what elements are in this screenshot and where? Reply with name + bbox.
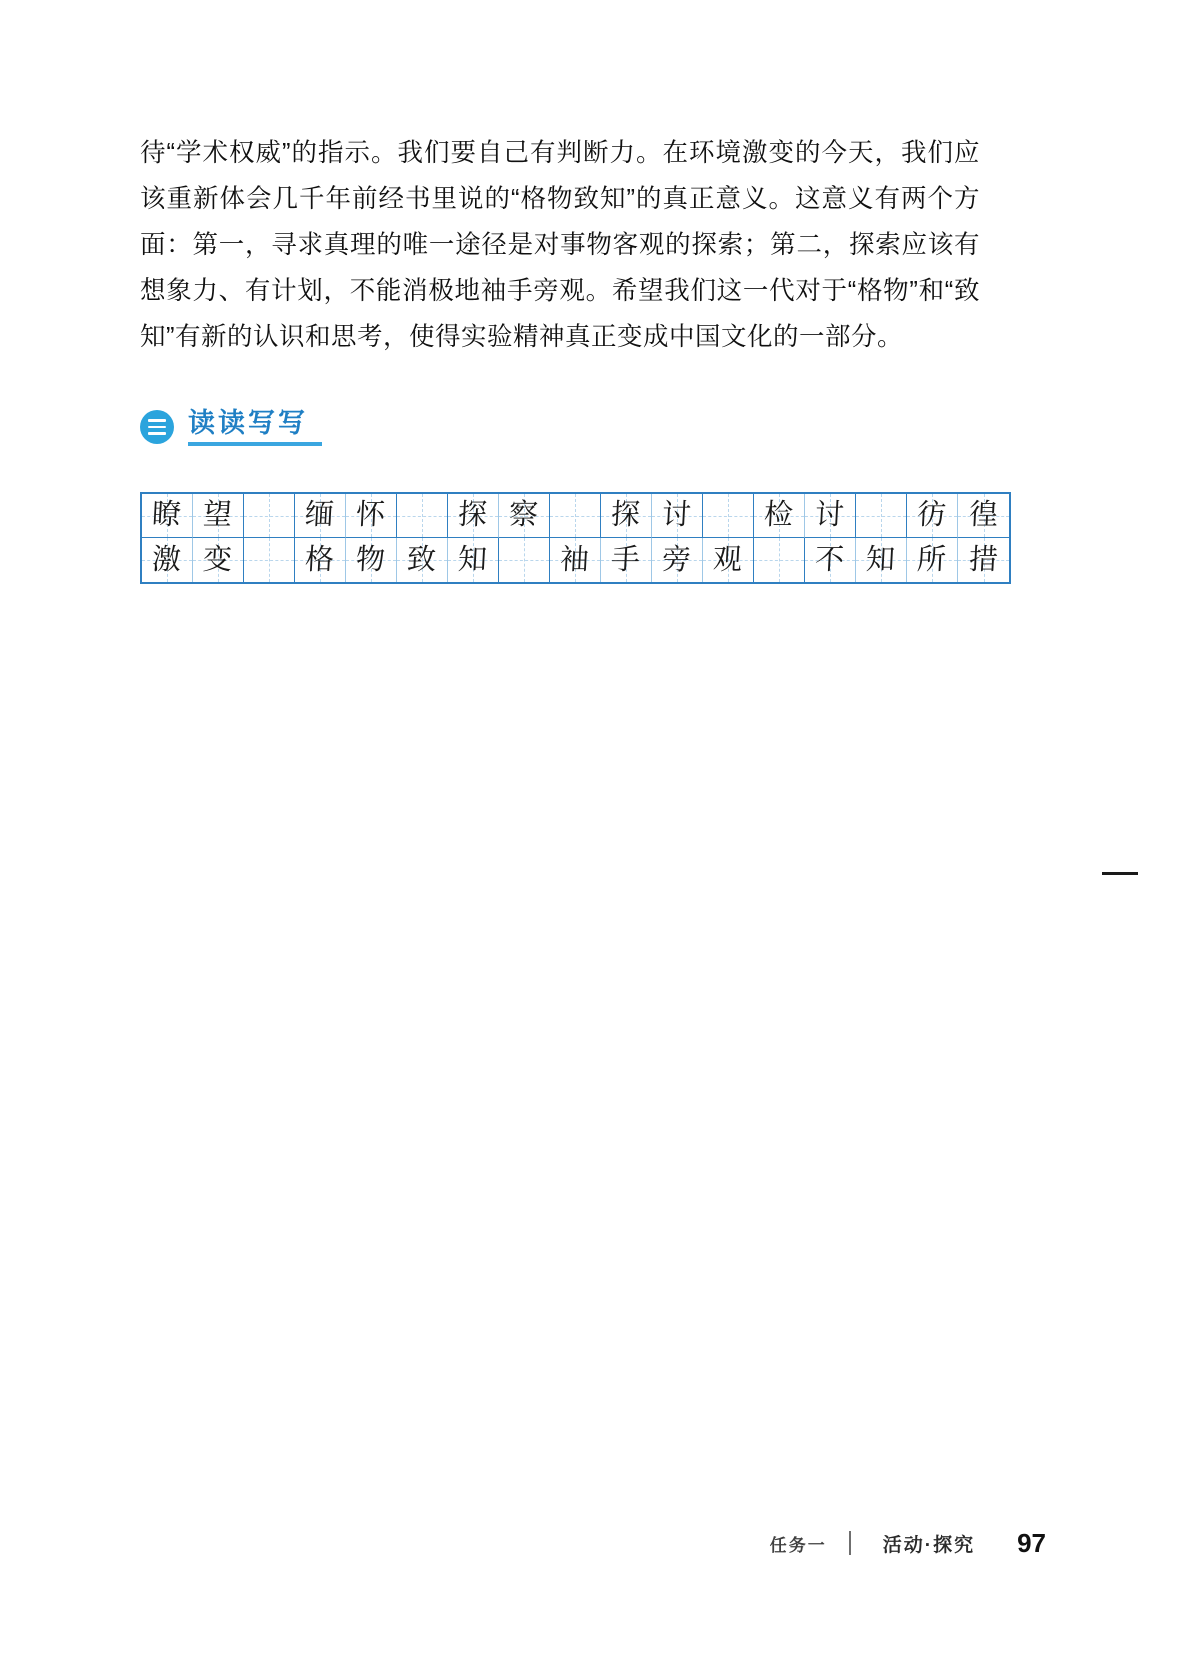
grid-char: 探 — [457, 499, 489, 531]
grid-cell — [754, 494, 805, 538]
grid-char: 旁 — [661, 543, 693, 576]
grid-char: 缅 — [304, 499, 336, 531]
grid-char: 不 — [814, 543, 846, 576]
grid-char: 讨 — [814, 499, 846, 531]
grid-cell — [142, 538, 193, 582]
grid-cell — [142, 494, 193, 538]
grid-char: 变 — [202, 543, 234, 576]
grid-cell-blank — [499, 538, 550, 582]
grid-cell — [703, 538, 754, 582]
section-heading — [140, 408, 308, 446]
grid-char: 袖 — [559, 543, 591, 576]
grid-char: 措 — [968, 543, 999, 576]
character-grid — [140, 492, 1011, 584]
grid-char: 所 — [916, 543, 948, 576]
grid-cell — [601, 494, 652, 538]
section-title: 读读写写 — [188, 408, 308, 438]
grid-cell — [805, 494, 856, 538]
grid-cell — [346, 494, 397, 538]
grid-char: 手 — [610, 543, 642, 576]
grid-cell-blank — [550, 494, 601, 538]
grid-char: 望 — [202, 499, 234, 531]
grid-cell — [448, 538, 499, 582]
grid-cell — [448, 494, 499, 538]
page-number: 97 — [1017, 1527, 1046, 1558]
grid-char: 知 — [865, 543, 897, 576]
grid-char: 徨 — [968, 499, 999, 531]
grid-char: 察 — [508, 499, 540, 531]
grid-char: 知 — [457, 543, 489, 576]
grid-cell-blank — [244, 538, 295, 582]
footer-divider — [849, 1531, 851, 1555]
grid-cell — [397, 538, 448, 582]
grid-cell-blank — [703, 494, 754, 538]
grid-char: 瞭 — [151, 499, 183, 531]
grid-cell — [601, 538, 652, 582]
grid-char: 物 — [355, 543, 387, 576]
section-title-underline — [188, 442, 322, 446]
grid-char: 观 — [712, 543, 744, 576]
grid-cell — [193, 494, 244, 538]
grid-char: 怀 — [355, 499, 387, 531]
grid-cell — [907, 494, 958, 538]
list-lines-icon — [140, 410, 174, 444]
grid-cell — [193, 538, 244, 582]
footer-task-label: 任务一 — [769, 1535, 827, 1555]
grid-cell-blank — [397, 494, 448, 538]
grid-char: 讨 — [661, 499, 693, 531]
grid-cell — [295, 538, 346, 582]
grid-cell — [805, 538, 856, 582]
margin-tick-mark — [1102, 872, 1138, 875]
page-footer — [0, 1528, 1186, 1558]
grid-cell — [499, 494, 550, 538]
grid-cell — [652, 538, 703, 582]
grid-char: 彷 — [916, 499, 948, 531]
grid-cell — [652, 494, 703, 538]
grid-char: 激 — [151, 543, 183, 576]
grid-char: 致 — [406, 543, 438, 576]
body-paragraph: 待“学术权威”的指示。我们要自己有判断力。在环境激变的今天，我们应该重新体会几千年前经书里说的“格物致知”的真正意义。这意义有两个方面：第一，寻求真理的唯一途径是对事物客观的探索；第二，探索应该有想象力、有计划，不能消极地袖手旁观。希望我们这一代对于“格物”和“致知”有新的认识和思考，使得实验精神真正变成中国文化的一部分。 — [140, 139, 980, 351]
footer-unit-label: 活动·探究 — [882, 1534, 976, 1556]
grid-cell — [295, 494, 346, 538]
section-title-wrap — [188, 408, 308, 446]
grid-char: 检 — [763, 499, 795, 531]
grid-cell — [958, 494, 1009, 538]
character-grid-row — [142, 494, 1009, 538]
grid-char: 格 — [304, 543, 336, 576]
grid-cell — [346, 538, 397, 582]
grid-cell — [958, 538, 1009, 582]
grid-char: 探 — [610, 499, 642, 531]
grid-cell — [907, 538, 958, 582]
grid-cell — [550, 538, 601, 582]
grid-cell-blank — [754, 538, 805, 582]
grid-cell-blank — [244, 494, 295, 538]
character-grid-row — [142, 538, 1009, 582]
grid-cell — [856, 538, 907, 582]
grid-cell-blank — [856, 494, 907, 538]
